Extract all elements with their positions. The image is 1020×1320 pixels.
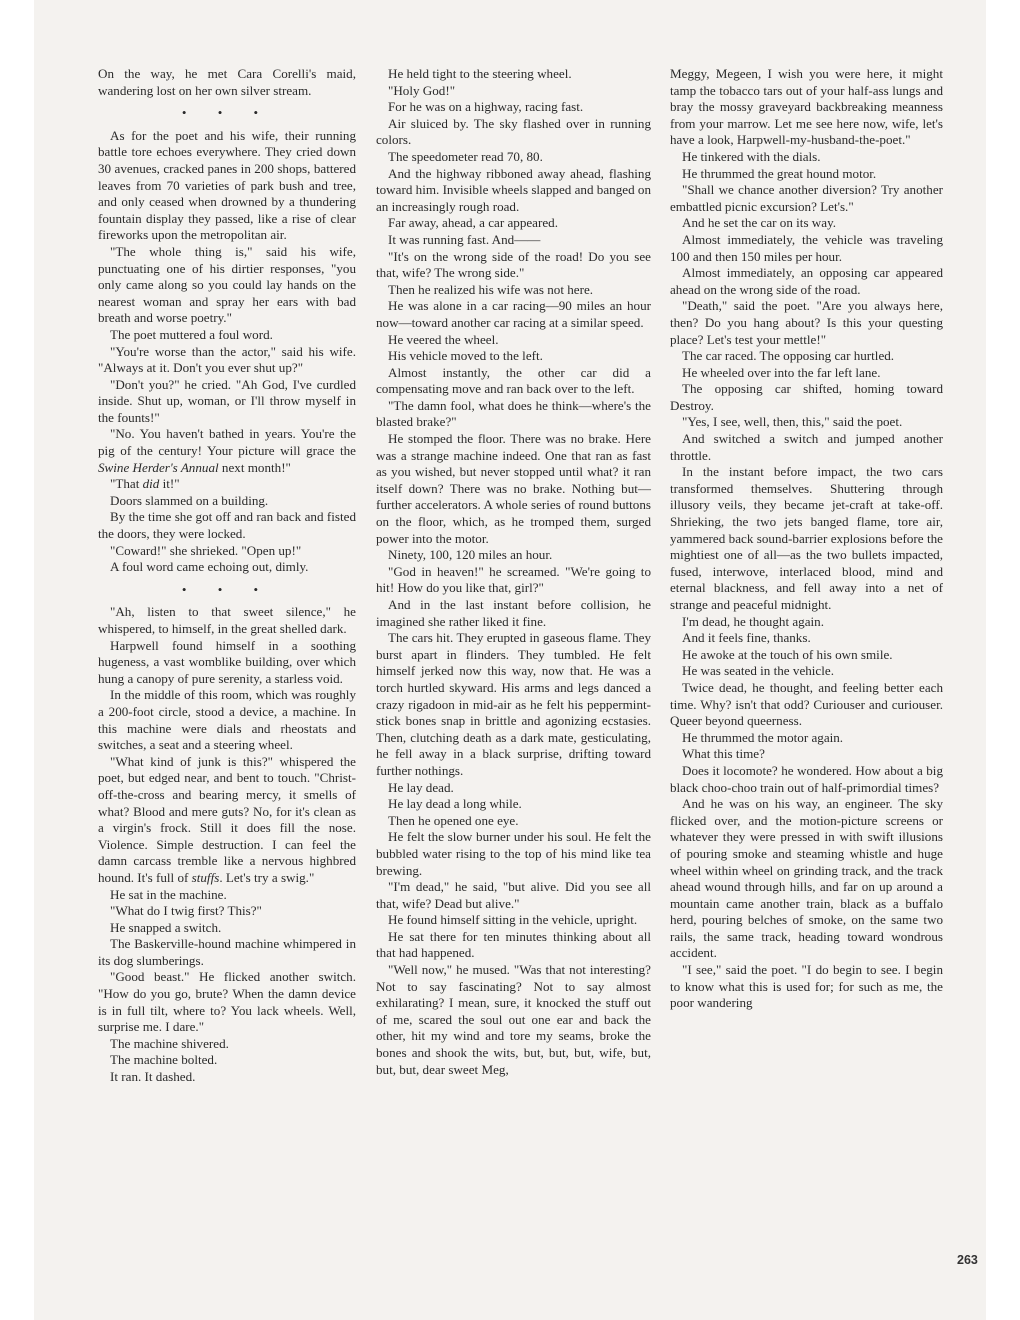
paragraph xyxy=(98,476,356,493)
paragraph: Almost instantly, the other car did a compensating move and ran back over to the left. xyxy=(376,364,651,397)
paragraph: What this time? xyxy=(682,746,765,762)
paragraph: He sat in the machine. xyxy=(110,886,227,902)
paragraph: "I'm dead," he said, "but alive. Did you see all that, wife? Dead but alive." xyxy=(376,879,651,911)
text-run: "What kind of junk is this?" whispered the poet, but edged near, and bent to touch. "Christ-off-the-cross and bearing mercy, it smells of what? Blood and mere guts? No, for it's clean as a virgin's frock. Still it does fill the nose. Violence. Simple destruction. I can feel the damn carcass tremble like a nervous highbred hound. It's full of xyxy=(98,753,356,885)
paragraph: He stomped the floor. There was no brake. Here was a strange machine indeed. One that ran as fast as you wished, but never stopped until what? it ran itself down? There was no brake. Nothing but—further accelerators. A whole series of round buttons on the floor, which, as he tromped them, surged power into the motor. xyxy=(376,431,651,546)
paragraph: He found himself sitting in the vehicle, upright. xyxy=(388,912,638,928)
text-run: . Let's try a swig." xyxy=(219,869,315,885)
paragraph: "The damn fool, what does he think—where's the blasted brake?" xyxy=(376,397,651,430)
paragraph: "Well now," he mused. "Was that not interesting? Not to say fascinating? Not to say almost exhilarating? I mean, sure, it knocked the stuff out of me, scared the soul out one ear and back the other, hit my wind and tore my seams, broke the bones and shook the wits, but, but, but, wife, but, but, but, dear sweet Meg, xyxy=(376,962,651,1077)
text-run: next month!" xyxy=(218,459,291,475)
paragraph: He veered the wheel. xyxy=(388,331,499,347)
paragraph: "Coward!" she shrieked. "Open up!" xyxy=(110,542,302,558)
paragraph: He awoke at the touch of his own smile. xyxy=(682,646,893,662)
paragraph: He sat there for ten minutes thinking about all that had happened. xyxy=(376,928,651,961)
paragraph: The opposing car shifted, homing toward Destroy. xyxy=(670,381,943,413)
paragraph: "What do I twig first? This?" xyxy=(110,903,262,919)
paragraph: I'm dead, he thought again. xyxy=(682,613,824,629)
paragraph: The machine bolted. xyxy=(110,1052,218,1068)
paragraph: "The whole thing is," said his wife, punctuating one of his dirtier responses, "you only came along so you could lay hands on the nearest woman and spray her ears with bad breath and worse poetry." xyxy=(98,243,356,326)
paragraph: For he was on a highway, racing fast. xyxy=(388,99,584,115)
italic-run: stuffs xyxy=(191,869,220,885)
paragraph: And in the last instant before collision, he imagined she rather liked it fine. xyxy=(376,597,651,629)
paragraph: The cars hit. They erupted in gaseous flame. They burst apart in flinders. They tumbled. He felt himself jerked now this way, now that. He was a torch hurtled skyward. His arms and legs danced a crazy rigadoon in mid-air as he felt his peppermint-stick bones snap in brittle and agonizing ecstasies. Then, clutching death as a dark mate, gesticulating, he fell away in a black surprise, drifting toward further nothings. xyxy=(376,630,651,778)
paragraph: "You're worse than the actor," said his wife. "Always at it. Don't you ever shut up?" xyxy=(98,343,356,376)
paragraph: A foul word came echoing out, dimly. xyxy=(110,559,309,575)
paragraph: On the way, he met Cara Corelli's maid, wandering lost on her own silver stream. xyxy=(98,66,356,98)
paragraph: The speedometer read 70, 80. xyxy=(388,148,543,164)
paragraph: It ran. It dashed. xyxy=(110,1069,196,1085)
paragraph: The car raced. The opposing car hurtled. xyxy=(682,348,895,364)
paragraph: Almost immediately, an opposing car appeared ahead on the wrong side of the road. xyxy=(670,265,943,297)
paragraph: Meggy, Megeen, I wish you were here, it might tamp the tobacco tars out of your half-ass lungs and bray the mossy graveyard backbreaking meanness from your marrow. Let me see here now, wife, let's have a look, Harpwell-my-husband-the-poet." xyxy=(670,66,943,148)
paragraph: Twice dead, he thought, and feeling better each time. Why? isn't that odd? Curiouser and curiouser. Queer beyond queerness. xyxy=(670,679,943,729)
paragraph: He wheeled over into the far left lane. xyxy=(682,364,881,380)
paragraph: And the highway ribboned away ahead, flashing toward him. Invisible wheels slapped and banged on an increasingly rough road. xyxy=(376,165,651,214)
paragraph: The poet muttered a foul word. xyxy=(110,326,273,342)
paragraph: "Holy God!" xyxy=(388,82,456,98)
paragraph: Almost immediately, the vehicle was traveling 100 and then 150 miles per hour. xyxy=(670,231,943,264)
text-column-3 xyxy=(670,66,943,1012)
paragraph: He was seated in the vehicle. xyxy=(682,663,834,679)
paragraph: He lay dead a long while. xyxy=(388,796,522,812)
paragraph: "Don't you?" he cried. "Ah God, I've curdled inside. Shut up, woman, or I'll throw myself in the founts!" xyxy=(98,376,356,425)
paragraph: Ninety, 100, 120 miles an hour. xyxy=(388,547,553,563)
paragraph: Doors slammed on a building. xyxy=(110,492,269,508)
text-column-2 xyxy=(376,66,651,1078)
paragraph: "God in heaven!" he screamed. "We're going to hit! How do you like that, girl?" xyxy=(376,563,651,596)
paragraph: "Ah, listen to that sweet silence," he whispered, to himself, in the great shelled dark. xyxy=(98,604,356,636)
paragraph: Air sluiced by. The sky flashed over in running colors. xyxy=(376,115,651,148)
paragraph: The machine shivered. xyxy=(110,1035,229,1051)
section-break: • • • xyxy=(181,581,273,597)
text-column-1 xyxy=(98,66,356,1086)
paragraph: His vehicle moved to the left. xyxy=(388,348,543,364)
paragraph: Then he opened one eye. xyxy=(388,812,519,828)
paragraph: And switched a switch and jumped another throttle. xyxy=(670,431,943,463)
paragraph xyxy=(98,426,356,476)
paragraph: Far away, ahead, a car appeared. xyxy=(388,215,558,231)
paragraph: He thrummed the great hound motor. xyxy=(682,165,877,181)
paragraph: The Baskerville-hound machine whimpered in its dog slumberings. xyxy=(98,936,356,968)
paragraph: He tinkered with the dials. xyxy=(682,148,821,164)
paragraph: And it feels fine, thanks. xyxy=(682,630,811,646)
section-break: • • • xyxy=(181,105,273,121)
italic-run: did xyxy=(142,476,160,492)
text-run: "That xyxy=(110,476,143,492)
paragraph: He snapped a switch. xyxy=(110,919,222,935)
text-run: "No. You haven't bathed in years. You're the pig of the century! Your picture will grace the xyxy=(98,426,356,459)
paragraph: And he was on his way, an engineer. The sky flicked over, and the motion-picture screens or whatever they were pressed in with swift illusions of pouring smoke and steaming whistle and huge wheel within wheel on grinding track, and the track ahead wound through hills, and far on up around a mountain came another train, black as a buffalo herd, pouring belches of smoke, on the same two rails, the same track, heading toward wondrous accident. xyxy=(670,796,943,961)
paragraph: "Shall we chance another diversion? Try another embattled picnic excursion? Let's." xyxy=(670,182,943,214)
paragraph: Then he realized his wife was not here. xyxy=(388,281,594,297)
paragraph: "Death," said the poet. "Are you always here, then? Do you hang about? Is this your questing place? Let's test your mettle!" xyxy=(670,298,943,347)
paragraph: He felt the slow burner under his soul. He felt the bubbled water rising to the top of his mind like tea brewing. xyxy=(376,829,651,878)
paragraph: In the instant before impact, the two cars transformed themselves. Shuttering through illusory veils, they became jet-craft at take-off. Shrieking, the two jets banged flame, tore air, yammered back sound-barrier explosions before the mightiest one of all—as the two bullets impacted, fused, interwove, interlaced blood, mind and eternal blackness, and fell away into a net of strange and peaceful midnight. xyxy=(670,464,943,612)
italic-run: Swine Herder's Annual xyxy=(98,459,219,475)
paragraph: He was alone in a car racing—90 miles an hour now—toward another car racing at a similar speed. xyxy=(376,298,651,330)
paragraph: And he set the car on its way. xyxy=(682,215,837,231)
paragraph: Does it locomote? he wondered. How about a big black choo-choo train out of half-primordial times? xyxy=(670,762,943,795)
paragraph xyxy=(98,754,356,887)
paragraph: "Yes, I see, well, then, this," said the poet. xyxy=(682,414,903,430)
paragraph: It was running fast. And—— xyxy=(388,231,541,247)
paragraph: "It's on the wrong side of the road! Do you see that, wife? The wrong side." xyxy=(376,248,651,281)
paragraph: "I see," said the poet. "I do begin to see. I begin to know what this is used for; for such as me, the poor wandering xyxy=(670,962,943,1011)
paragraph: He held tight to the steering wheel. xyxy=(388,66,572,81)
page-number: 263 xyxy=(957,1253,978,1267)
paragraph: By the time she got off and ran back and fisted the doors, they were locked. xyxy=(98,509,356,542)
paragraph: Harpwell found himself in a soothing hugeness, a vast womblike building, over which hung a canopy of pure serenity, a starless void. xyxy=(98,637,356,686)
paragraph: He lay dead. xyxy=(388,779,454,795)
paragraph: "Good beast." He flicked another switch. "How do you go, brute? When the damn device is in full tilt, where to? You lack wheels. Well, surprise me. I dare." xyxy=(98,969,356,1035)
paragraph: In the middle of this room, which was roughly a 200-foot circle, stood a device, a machine. In this machine were dials and rheostats and switches, a seat and a steering wheel. xyxy=(98,687,356,753)
text-run: it!" xyxy=(159,476,180,492)
paragraph: He thrummed the motor again. xyxy=(682,729,844,745)
paragraph: As for the poet and his wife, their running battle tore echoes everywhere. They cried down 30 avenues, cracked panes in 200 shops, battered leaves from 70 varieties of park bush and tree, and only ceased when drowned by a thundering fountain display they passed, like a rise of clear fireworks upon the metropolitan air. xyxy=(98,127,356,243)
